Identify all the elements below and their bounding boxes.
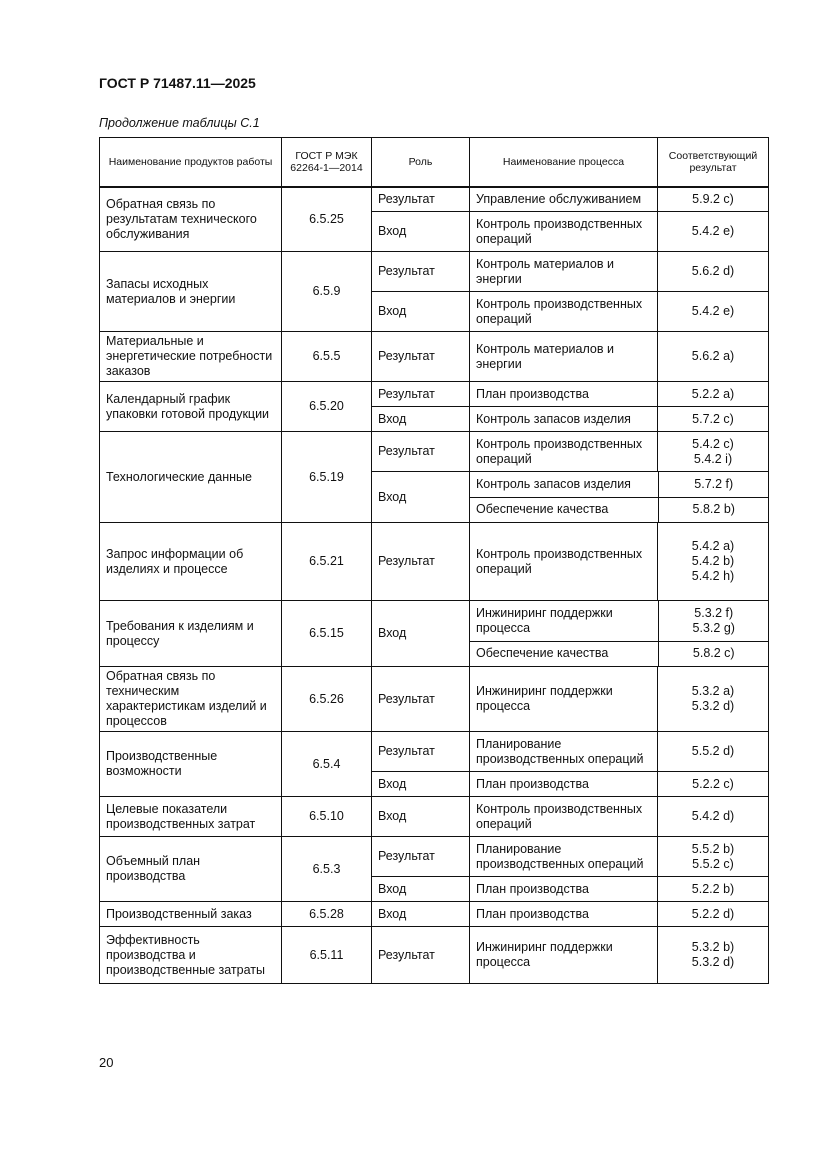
process-subtable-cell bbox=[470, 472, 769, 523]
process-name-cell: Контроль производственных операций bbox=[470, 212, 658, 252]
process-name-cell: Инжиниринг поддержки процесса bbox=[470, 601, 658, 641]
role-cell: Результат bbox=[372, 432, 470, 472]
role-cell: Результат bbox=[372, 732, 470, 772]
result-ref-cell: 5.4.2 c) 5.4.2 i) bbox=[658, 432, 769, 472]
page-number: 20 bbox=[99, 1055, 114, 1070]
process-subrow bbox=[470, 497, 769, 522]
process-name-cell: Контроль производственных операций bbox=[470, 797, 658, 837]
process-name-cell: Планирование производственных операций bbox=[470, 837, 658, 877]
process-name-cell: План производства bbox=[470, 772, 658, 797]
gost-ref-cell: 6.5.5 bbox=[282, 332, 372, 382]
process-name-cell: Обеспечение качества bbox=[470, 641, 658, 666]
product-name-cell: Производственные возможности bbox=[100, 732, 282, 797]
result-ref-cell: 5.9.2 c) bbox=[658, 187, 769, 212]
table-row bbox=[100, 523, 769, 601]
gost-ref-cell: 6.5.26 bbox=[282, 667, 372, 732]
process-name-cell: Инжиниринг поддержки процесса bbox=[470, 667, 658, 732]
result-ref-cell: 5.2.2 a) bbox=[658, 382, 769, 407]
gost-ref-cell: 6.5.4 bbox=[282, 732, 372, 797]
process-subtable-cell bbox=[470, 601, 769, 667]
table-caption: Продолжение таблицы С.1 bbox=[99, 116, 260, 130]
result-ref-cell: 5.2.2 b) bbox=[658, 877, 769, 902]
role-cell: Результат bbox=[372, 382, 470, 407]
process-name-cell: План производства bbox=[470, 902, 658, 927]
process-subrow bbox=[470, 641, 769, 666]
product-name-cell: Обратная связь по результатам технического обслуживания bbox=[100, 187, 282, 252]
role-cell: Результат bbox=[372, 332, 470, 382]
result-ref-cell: 5.6.2 d) bbox=[658, 252, 769, 292]
process-subrow bbox=[470, 472, 769, 497]
process-subtable bbox=[470, 472, 769, 522]
role-cell: Результат bbox=[372, 837, 470, 877]
header-role: Роль bbox=[372, 138, 470, 187]
role-cell: Вход bbox=[372, 772, 470, 797]
product-name-cell: Целевые показатели производственных затрат bbox=[100, 797, 282, 837]
process-name-cell: План производства bbox=[470, 877, 658, 902]
role-cell: Вход bbox=[372, 212, 470, 252]
table-body bbox=[100, 187, 769, 984]
role-cell: Вход bbox=[372, 877, 470, 902]
process-name-cell: Контроль материалов и энергии bbox=[470, 332, 658, 382]
process-name-cell: Инжиниринг поддержки процесса bbox=[470, 927, 658, 984]
result-ref-cell: 5.8.2 b) bbox=[692, 502, 735, 517]
product-name-cell: Запасы исходных материалов и энергии bbox=[100, 252, 282, 332]
process-name-cell: Планирование производственных операций bbox=[470, 732, 658, 772]
result-ref-cell: 5.3.2 a) 5.3.2 d) bbox=[658, 667, 769, 732]
gost-ref-cell: 6.5.9 bbox=[282, 252, 372, 332]
process-name-cell: Контроль запасов изделия bbox=[470, 472, 658, 497]
header-product: Наименование продуктов работы bbox=[100, 138, 282, 187]
role-cell: Вход bbox=[372, 292, 470, 332]
gost-ref-cell: 6.5.15 bbox=[282, 601, 372, 667]
result-ref-cell: 5.7.2 f) bbox=[658, 472, 769, 497]
table-row bbox=[100, 837, 769, 877]
result-ref-cell: 5.4.2 a) 5.4.2 b) 5.4.2 h) bbox=[658, 523, 769, 601]
header-result: Соответствующий результат bbox=[658, 138, 769, 187]
result-ref-cell: 5.6.2 a) bbox=[658, 332, 769, 382]
process-name-cell: Управление обслуживанием bbox=[470, 187, 658, 212]
header-process: Наименование процесса bbox=[470, 138, 658, 187]
process-name-cell: Контроль запасов изделия bbox=[470, 407, 658, 432]
role-cell: Вход bbox=[372, 472, 470, 523]
result-ref-cell: 5.2.2 c) bbox=[658, 772, 769, 797]
result-ref-cell: 5.7.2 c) bbox=[658, 407, 769, 432]
table-row bbox=[100, 382, 769, 407]
product-name-cell: Обратная связь по техническим характеристикам изделий и процессов bbox=[100, 667, 282, 732]
role-cell: Результат bbox=[372, 927, 470, 984]
table-row bbox=[100, 601, 769, 667]
role-cell: Вход bbox=[372, 797, 470, 837]
product-name-cell: Технологические данные bbox=[100, 432, 282, 523]
role-cell: Вход bbox=[372, 902, 470, 927]
table-row bbox=[100, 667, 769, 732]
result-ref-cell: 5.2.2 d) bbox=[658, 902, 769, 927]
product-name-cell: Объемный план производства bbox=[100, 837, 282, 902]
process-name-cell: Контроль производственных операций bbox=[470, 523, 658, 601]
document-code: ГОСТ Р 71487.11—2025 bbox=[99, 75, 256, 91]
result-ref-cell: 5.4.2 e) bbox=[658, 212, 769, 252]
result-ref-cell: 5.8.2 c) bbox=[692, 646, 735, 661]
role-cell: Результат bbox=[372, 667, 470, 732]
role-cell: Результат bbox=[372, 252, 470, 292]
gost-ref-cell: 6.5.3 bbox=[282, 837, 372, 902]
gost-ref-cell: 6.5.21 bbox=[282, 523, 372, 601]
table-row bbox=[100, 797, 769, 837]
product-name-cell: Производственный заказ bbox=[100, 902, 282, 927]
processes-table bbox=[99, 137, 769, 984]
role-cell: Результат bbox=[372, 187, 470, 212]
gost-ref-cell: 6.5.20 bbox=[282, 382, 372, 432]
table-row bbox=[100, 187, 769, 212]
result-ref-cell: 5.4.2 d) bbox=[658, 797, 769, 837]
process-name-cell: План производства bbox=[470, 382, 658, 407]
role-cell: Вход bbox=[372, 407, 470, 432]
table-row bbox=[100, 732, 769, 772]
table-header-row bbox=[100, 138, 769, 187]
table-row bbox=[100, 252, 769, 292]
result-ref-cell: 5.3.2 b) 5.3.2 d) bbox=[658, 927, 769, 984]
table-row bbox=[100, 432, 769, 472]
gost-ref-cell: 6.5.10 bbox=[282, 797, 372, 837]
product-name-cell: Материальные и энергетические потребности заказов bbox=[100, 332, 282, 382]
result-ref-cell: 5.5.2 b) 5.5.2 c) bbox=[658, 837, 769, 877]
gost-ref-cell: 6.5.28 bbox=[282, 902, 372, 927]
product-name-cell: Требования к изделиям и процессу bbox=[100, 601, 282, 667]
table-row bbox=[100, 902, 769, 927]
result-ref-cell: 5.5.2 d) bbox=[658, 732, 769, 772]
product-name-cell: Запрос информации об изделиях и процессе bbox=[100, 523, 282, 601]
gost-ref-cell: 6.5.11 bbox=[282, 927, 372, 984]
gost-ref-cell: 6.5.25 bbox=[282, 187, 372, 252]
process-name-cell: Контроль производственных операций bbox=[470, 432, 658, 472]
process-name-cell: Контроль материалов и энергии bbox=[470, 252, 658, 292]
table-row bbox=[100, 332, 769, 382]
gost-ref-cell: 6.5.19 bbox=[282, 432, 372, 523]
result-ref-cell: 5.3.2 f) 5.3.2 g) bbox=[658, 601, 769, 641]
product-name-cell: Эффективность производства и производственные затраты bbox=[100, 927, 282, 984]
product-name-cell: Календарный график упаковки готовой продукции bbox=[100, 382, 282, 432]
process-subrow bbox=[470, 601, 769, 641]
role-cell: Результат bbox=[372, 523, 470, 601]
role-cell: Вход bbox=[372, 601, 470, 667]
table-row bbox=[100, 927, 769, 984]
process-name-cell: Обеспечение качества bbox=[470, 497, 658, 522]
result-ref-cell: 5.4.2 e) bbox=[658, 292, 769, 332]
process-name-cell: Контроль производственных операций bbox=[470, 292, 658, 332]
process-subtable bbox=[470, 601, 769, 666]
header-gost: ГОСТ Р МЭК 62264-1—2014 bbox=[282, 138, 372, 187]
